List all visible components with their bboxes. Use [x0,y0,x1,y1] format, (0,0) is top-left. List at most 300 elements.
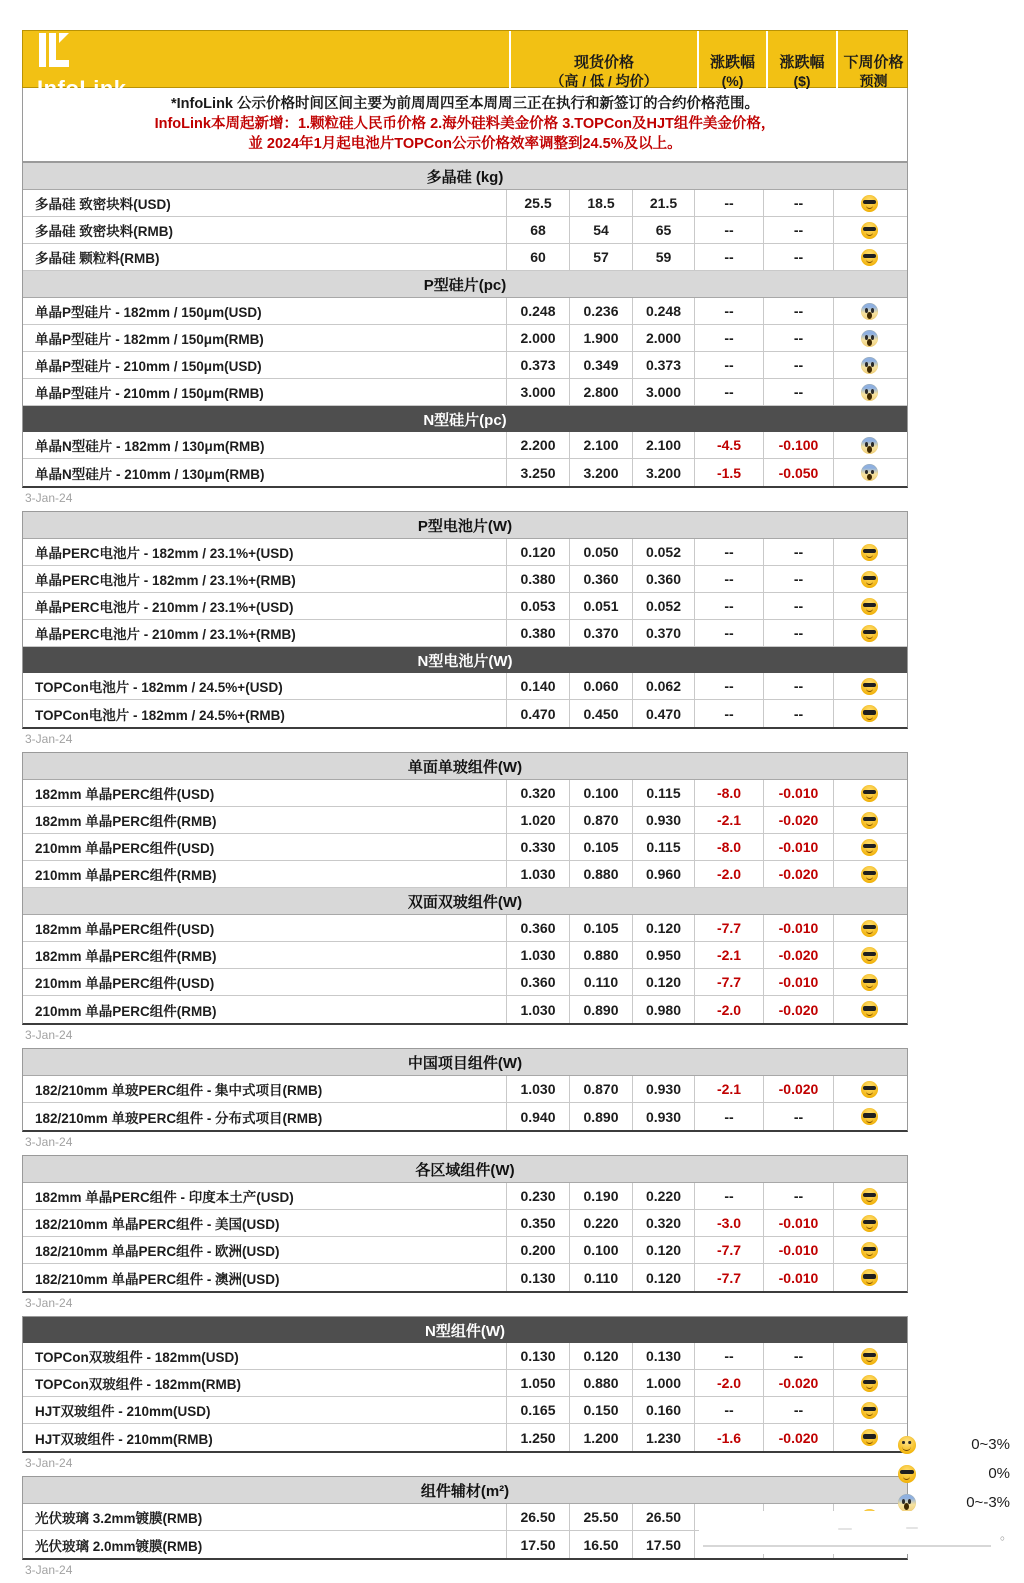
change-usd: -0.020 [764,1370,834,1396]
column-header-forecast [836,31,909,114]
change-usd: -- [764,566,834,592]
price-avg: 0.220 [633,1183,695,1209]
change-usd: -0.050 [764,459,834,486]
change-pct: -2.0 [695,1370,764,1396]
change-pct-unit: (%) [721,72,744,89]
price-low: 2.100 [570,432,633,458]
forecast-cell [834,325,905,351]
section-header: N型硅片(pc) [23,406,907,432]
price-high: 2.000 [507,325,570,351]
price-low: 0.870 [570,807,633,833]
forecast-cell [834,593,905,619]
column-header-change-usd [766,31,836,114]
price-avg: 0.930 [633,1076,695,1102]
change-usd: -- [764,217,834,243]
change-pct: -- [695,379,764,405]
product-label: 单晶P型硅片 - 210mm / 150μm(RMB) [23,379,507,405]
change-pct: -4.5 [695,432,764,458]
table-row [23,459,907,486]
price-low: 0.890 [570,996,633,1023]
sunglasses-emoji-icon [861,1215,878,1232]
price-low: 16.50 [570,1531,633,1558]
ghost-punctuation: 。 [1000,1527,1014,1542]
product-label: 182mm 单晶PERC组件 - 印度本土产(USD) [23,1183,507,1209]
price-high: 0.360 [507,969,570,995]
price-avg: 0.930 [633,807,695,833]
date-label: 3-Jan-24 [25,1563,73,1577]
change-usd: -- [764,190,834,216]
price-avg: 17.50 [633,1531,695,1558]
table-row [23,1424,907,1451]
price-high: 0.360 [507,915,570,941]
table-row [23,1210,907,1237]
section-header: N型电池片(W) [23,647,907,673]
change-pct: -- [695,700,764,727]
product-label: 多晶硅 致密块料(USD) [23,190,507,216]
price-high: 0.940 [507,1103,570,1130]
change-pct: -- [695,593,764,619]
sunglasses-emoji-icon [861,222,878,239]
sunglasses-emoji-icon [861,678,878,695]
table-row [23,969,907,996]
price-low: 0.450 [570,700,633,727]
price-low: 1.900 [570,325,633,351]
product-label: 单晶P型硅片 - 210mm / 150μm(USD) [23,352,507,378]
price-low: 0.890 [570,1103,633,1130]
product-label: 210mm 单晶PERC组件(RMB) [23,996,507,1023]
price-block [22,1048,908,1132]
sunglasses-emoji-icon [861,1375,878,1392]
section-header: P型硅片(pc) [23,271,907,298]
forecast-cell [834,1076,905,1102]
price-low: 0.220 [570,1210,633,1236]
sunglasses-emoji-icon [861,1402,878,1419]
price-avg: 0.062 [633,673,695,699]
table-row [23,1264,907,1291]
legend-label: 0~3% [971,1436,1010,1453]
change-pct: -7.7 [695,969,764,995]
product-label: 单晶P型硅片 - 182mm / 150μm(USD) [23,298,507,324]
table-row [23,539,907,566]
brand-subtitle: CONSULTING [37,103,118,113]
price-avg: 0.115 [633,834,695,860]
section-header: P型电池片(W) [23,512,907,539]
forecast-cell [834,834,905,860]
change-usd: -0.010 [764,1237,834,1263]
product-label: 单晶P型硅片 - 182mm / 150μm(RMB) [23,325,507,351]
price-avg: 0.950 [633,942,695,968]
change-usd: -0.100 [764,432,834,458]
price-avg: 0.980 [633,996,695,1023]
change-usd: -- [764,1343,834,1369]
change-pct: -3.0 [695,1210,764,1236]
forecast-cell [834,352,905,378]
sunglasses-emoji-icon [861,1188,878,1205]
table-row [23,942,907,969]
sunglasses-emoji-icon [861,249,878,266]
forecast-cell [834,861,905,887]
product-label: 182/210mm 单玻PERC组件 - 分布式项目(RMB) [23,1103,507,1130]
section-header: 单面单玻组件(W) [23,753,907,780]
table-row [23,298,907,325]
price-high: 1.050 [507,1370,570,1396]
price-blocks [22,162,908,1577]
change-pct: -2.1 [695,942,764,968]
section-header: 中国项目组件(W) [23,1049,907,1076]
price-high: 0.380 [507,620,570,646]
product-label: 182/210mm 单晶PERC组件 - 美国(USD) [23,1210,507,1236]
table-row [23,620,907,647]
scream-emoji-icon [861,303,878,320]
smile-emoji-icon [898,1436,916,1454]
sunglasses-emoji-icon [861,625,878,642]
price-high: 0.373 [507,352,570,378]
forecast-sublabel: 预测 [859,72,888,89]
section-header: 组件辅材(m²) [23,1477,907,1504]
price-low: 0.105 [570,915,633,941]
price-low: 0.880 [570,942,633,968]
ghost-smudge [838,1528,852,1530]
date-label: 3-Jan-24 [25,1028,73,1042]
table-row [23,1237,907,1264]
price-avg: 0.373 [633,352,695,378]
price-block [22,1155,908,1293]
price-low: 3.200 [570,459,633,486]
price-sheet [22,30,908,1583]
price-avg: 0.160 [633,1397,695,1423]
change-pct: -- [695,244,764,270]
price-low: 0.060 [570,673,633,699]
price-avg: 65 [633,217,695,243]
section-header: N型组件(W) [23,1317,907,1343]
change-pct: -- [695,539,764,565]
product-label: 多晶硅 致密块料(RMB) [23,217,507,243]
legend-item [896,1459,1012,1488]
change-usd: -- [764,352,834,378]
change-pct: -- [695,1343,764,1369]
price-high: 0.130 [507,1264,570,1291]
change-usd: -- [764,620,834,646]
change-usd: -- [764,298,834,324]
price-low: 0.360 [570,566,633,592]
legend-item [896,1430,1012,1459]
price-high: 1.250 [507,1424,570,1451]
product-label: 182mm 单晶PERC组件(RMB) [23,942,507,968]
price-high: 0.053 [507,593,570,619]
price-low: 0.100 [570,1237,633,1263]
product-label: 182mm 单晶PERC组件(USD) [23,780,507,806]
scream-emoji-icon [861,437,878,454]
forecast-cell [834,459,905,486]
price-avg: 59 [633,244,695,270]
change-usd: -- [764,325,834,351]
note-line: *InfoLink 公示价格时间区间主要为前周周四至本周周三正在执行和新签订的合约价格范围。 [170,96,760,112]
product-label: 单晶PERC电池片 - 182mm / 23.1%+(RMB) [23,566,507,592]
date-label: 3-Jan-24 [25,732,73,746]
sunglasses-emoji-icon [861,1242,878,1259]
table-row [23,1370,907,1397]
change-pct: -8.0 [695,780,764,806]
price-low: 0.870 [570,1076,633,1102]
change-pct: -- [695,325,764,351]
change-pct: -- [695,352,764,378]
sunglasses-emoji-icon [861,1348,878,1365]
price-avg: 0.320 [633,1210,695,1236]
table-row [23,1343,907,1370]
price-high: 1.020 [507,807,570,833]
price-high: 60 [507,244,570,270]
forecast-cell [834,566,905,592]
price-avg: 0.960 [633,861,695,887]
forecast-legend [896,1430,1012,1517]
forecast-cell [834,298,905,324]
table-row [23,325,907,352]
product-label: 182/210mm 单晶PERC组件 - 澳洲(USD) [23,1264,507,1291]
change-pct: -2.1 [695,1076,764,1102]
product-label: 单晶PERC电池片 - 210mm / 23.1%+(USD) [23,593,507,619]
price-high: 25.5 [507,190,570,216]
change-pct: -8.0 [695,834,764,860]
change-pct: -7.7 [695,915,764,941]
sunglasses-emoji-icon [861,785,878,802]
change-usd: -0.020 [764,861,834,887]
price-high: 0.320 [507,780,570,806]
product-label: 多晶硅 颗粒料(RMB) [23,244,507,270]
scream-emoji-icon [861,384,878,401]
scream-emoji-icon [898,1494,916,1512]
product-label: 210mm 单晶PERC组件(USD) [23,969,507,995]
table-row [23,1103,907,1130]
price-avg: 3.000 [633,379,695,405]
spot-price-sublabel: （高 / 低 / 均价） [550,72,658,89]
price-avg: 0.120 [633,1237,695,1263]
section-header: 各区域组件(W) [23,1156,907,1183]
change-pct: -2.0 [695,861,764,887]
change-pct: -- [695,298,764,324]
forecast-cell [834,1210,905,1236]
price-block [22,511,908,729]
price-high: 0.380 [507,566,570,592]
erase-overlay [699,1511,1017,1554]
price-high: 0.130 [507,1343,570,1369]
change-usd: -0.010 [764,1210,834,1236]
price-low: 0.190 [570,1183,633,1209]
change-usd: -0.020 [764,1076,834,1102]
product-label: 182mm 单晶PERC组件(RMB) [23,807,507,833]
scream-emoji-icon [861,330,878,347]
table-row [23,432,907,459]
change-usd: -- [764,539,834,565]
product-label: 光伏玻璃 3.2mm镀膜(RMB) [23,1504,507,1530]
price-low: 0.105 [570,834,633,860]
sunglasses-emoji-icon [861,1269,878,1286]
price-high: 0.248 [507,298,570,324]
table-row [23,379,907,406]
infolink-logo-icon [37,31,71,69]
change-usd: -- [764,1397,834,1423]
sunglasses-emoji-icon [861,1081,878,1098]
table-row [23,673,907,700]
change-usd: -0.020 [764,807,834,833]
product-label: TOPCon双玻组件 - 182mm(RMB) [23,1370,507,1396]
forecast-cell [834,620,905,646]
price-high: 0.120 [507,539,570,565]
change-usd: -- [764,244,834,270]
price-high: 26.50 [507,1504,570,1530]
change-usd: -0.010 [764,1264,834,1291]
price-low: 0.100 [570,780,633,806]
change-usd: -0.020 [764,996,834,1023]
product-label: HJT双玻组件 - 210mm(USD) [23,1397,507,1423]
forecast-cell [834,915,905,941]
sunglasses-emoji-icon [861,598,878,615]
price-low: 2.800 [570,379,633,405]
table-row [23,244,907,271]
price-high: 3.000 [507,379,570,405]
price-high: 3.250 [507,459,570,486]
price-high: 2.200 [507,432,570,458]
forecast-label: 下周价格 [843,54,904,72]
table-row [23,593,907,620]
price-low: 25.50 [570,1504,633,1530]
sunglasses-emoji-icon [861,544,878,561]
table-row [23,915,907,942]
price-avg: 2.000 [633,325,695,351]
section-header: 多晶硅 (kg) [23,163,907,190]
change-usd: -- [764,700,834,727]
sunglasses-emoji-icon [861,705,878,722]
price-low: 0.880 [570,1370,633,1396]
sunglasses-emoji-icon [861,1001,878,1018]
date-label: 3-Jan-24 [25,1135,73,1149]
forecast-cell [834,244,905,270]
product-label: TOPCon电池片 - 182mm / 24.5%+(RMB) [23,700,507,727]
table-row [23,1076,907,1103]
price-high: 17.50 [507,1531,570,1558]
forecast-cell [834,1397,905,1423]
change-pct: -1.5 [695,459,764,486]
change-pct: -- [695,566,764,592]
table-row [23,352,907,379]
forecast-cell [834,807,905,833]
price-avg: 1.230 [633,1424,695,1451]
change-pct: -- [695,673,764,699]
price-avg: 0.130 [633,1343,695,1369]
price-high: 1.030 [507,942,570,968]
forecast-cell [834,700,905,727]
price-high: 1.030 [507,861,570,887]
table-row [23,834,907,861]
change-usd-label: 涨跌幅 [779,54,825,72]
sunglasses-emoji-icon [861,920,878,937]
change-usd: -- [764,1103,834,1130]
ghost-smudge [906,1527,918,1529]
forecast-cell [834,673,905,699]
price-avg: 2.100 [633,432,695,458]
sunglasses-emoji-icon [861,947,878,964]
price-low: 0.110 [570,1264,633,1291]
price-avg: 0.120 [633,969,695,995]
forecast-cell [834,1424,905,1451]
sunglasses-emoji-icon [861,1108,878,1125]
change-usd: -0.020 [764,1424,834,1451]
table-row [23,566,907,593]
price-low: 0.110 [570,969,633,995]
price-low: 18.5 [570,190,633,216]
change-pct: -2.0 [695,996,764,1023]
table-row [23,996,907,1023]
date-label: 3-Jan-24 [25,1296,73,1310]
scream-emoji-icon [861,464,878,481]
price-low: 54 [570,217,633,243]
change-usd: -0.010 [764,834,834,860]
price-block [22,752,908,1025]
forecast-cell [834,942,905,968]
price-low: 0.370 [570,620,633,646]
date-label: 3-Jan-24 [25,1456,73,1470]
price-avg: 0.120 [633,1264,695,1291]
price-avg: 0.052 [633,593,695,619]
change-pct: -7.7 [695,1264,764,1291]
product-label: TOPCon电池片 - 182mm / 24.5%+(USD) [23,673,507,699]
table-row [23,807,907,834]
forecast-cell [834,1343,905,1369]
forecast-cell [834,539,905,565]
price-low: 0.051 [570,593,633,619]
change-pct: -7.7 [695,1237,764,1263]
price-high: 0.330 [507,834,570,860]
change-usd: -0.010 [764,780,834,806]
legend-label: 0% [988,1465,1010,1482]
forecast-cell [834,379,905,405]
ghost-smudge [703,1545,991,1547]
price-high: 68 [507,217,570,243]
forecast-cell [834,996,905,1023]
sunglasses-emoji-icon [861,195,878,212]
product-label: 182/210mm 单玻PERC组件 - 集中式项目(RMB) [23,1076,507,1102]
price-low: 0.050 [570,539,633,565]
product-label: 光伏玻璃 2.0mm镀膜(RMB) [23,1531,507,1558]
price-avg: 0.248 [633,298,695,324]
price-avg: 0.115 [633,780,695,806]
price-avg: 21.5 [633,190,695,216]
forecast-cell [834,1370,905,1396]
product-label: TOPCon双玻组件 - 182mm(USD) [23,1343,507,1369]
change-usd: -- [764,593,834,619]
change-pct: -- [695,1103,764,1130]
sunglasses-emoji-icon [898,1465,916,1483]
forecast-cell [834,1183,905,1209]
change-pct: -- [695,217,764,243]
product-label: 单晶PERC电池片 - 210mm / 23.1%+(RMB) [23,620,507,646]
sunglasses-emoji-icon [861,1429,878,1446]
forecast-cell [834,190,905,216]
brand-name: InfoLink [37,76,127,101]
date-label: 3-Jan-24 [25,491,73,505]
product-label: 210mm 单晶PERC组件(RMB) [23,861,507,887]
forecast-cell [834,217,905,243]
price-low: 57 [570,244,633,270]
price-high: 0.165 [507,1397,570,1423]
table-row [23,861,907,888]
change-usd: -- [764,1183,834,1209]
change-usd: -- [764,673,834,699]
forecast-cell [834,432,905,458]
table-row [23,780,907,807]
price-low: 0.236 [570,298,633,324]
price-avg: 0.360 [633,566,695,592]
price-high: 1.030 [507,996,570,1023]
